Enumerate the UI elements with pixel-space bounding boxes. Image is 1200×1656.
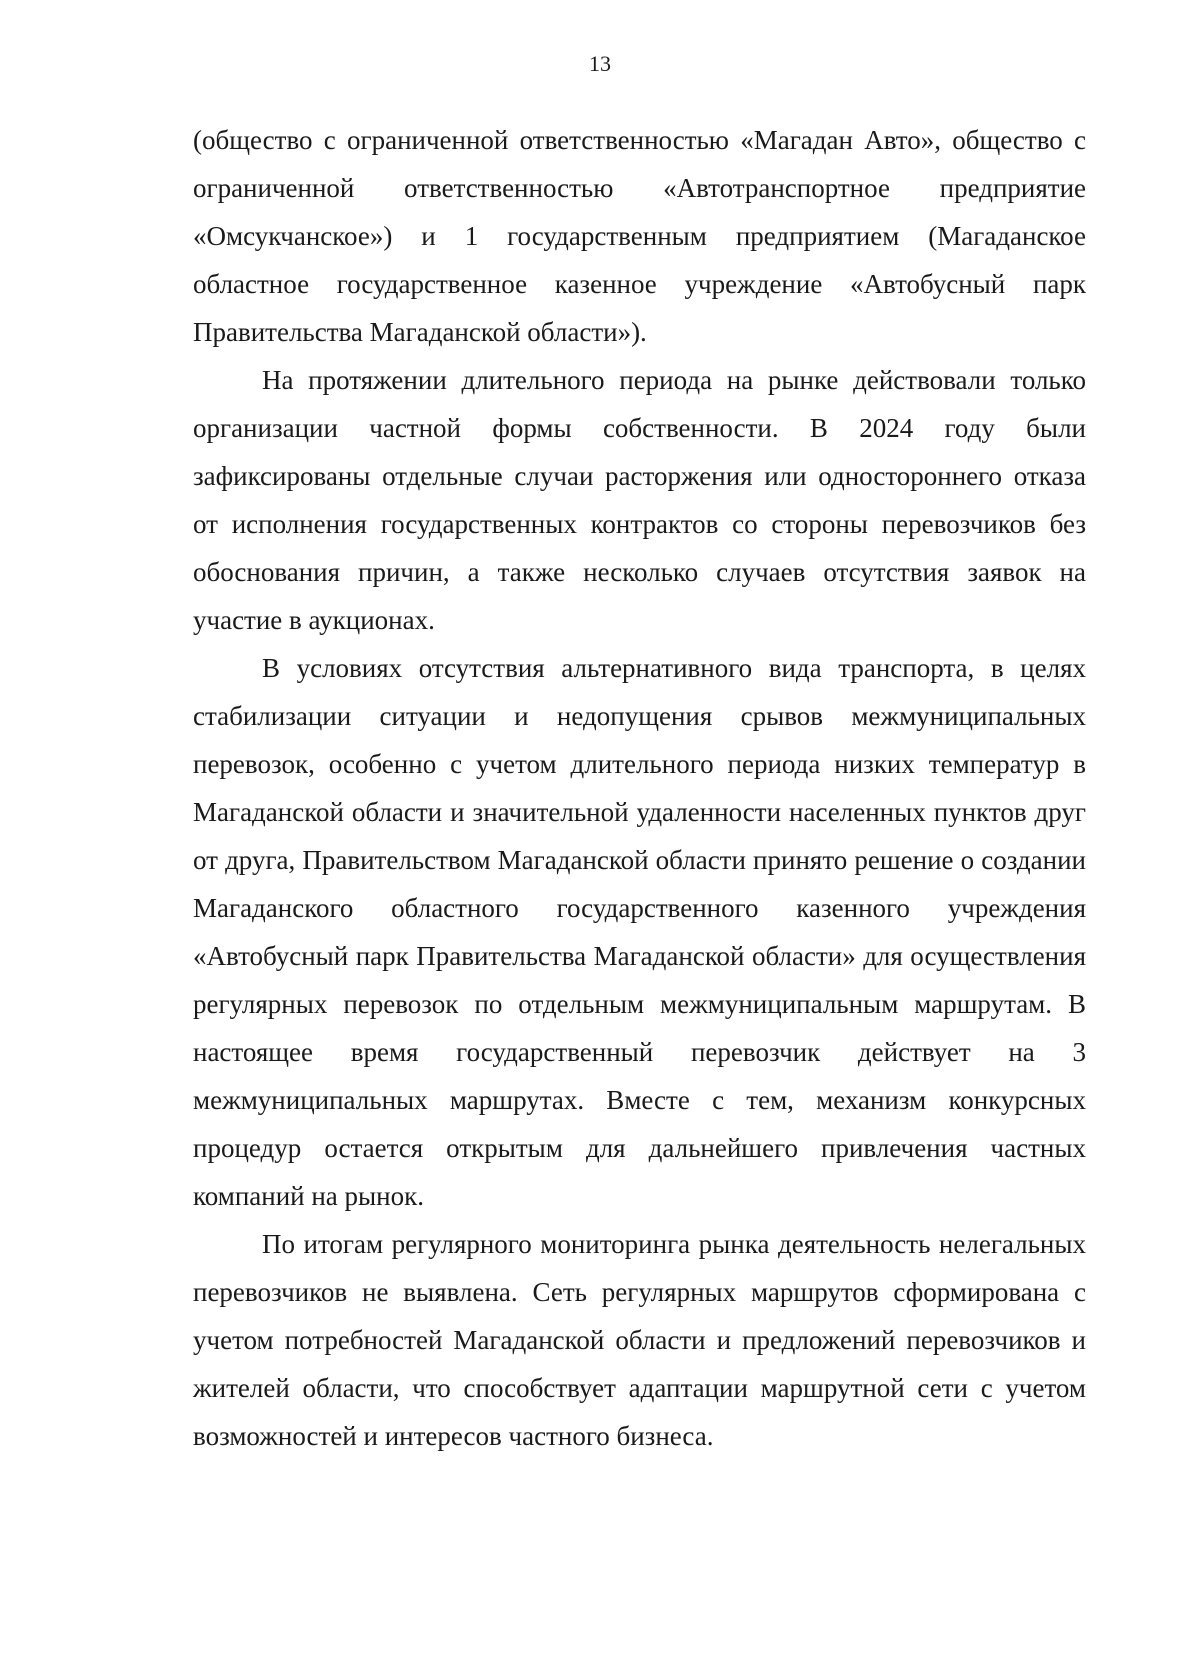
paragraph-continuation: (общество с ограниченной ответственностью «Магадан Авто», общество с ограниченной ответственностью «Автотранспортное предприятие «Омсукчанское») и 1 государственным предприятием (Магаданское областное государственное казенное учреждение «Автобусный парк Правительства Магаданской области»). xyxy=(193,125,1086,347)
page-number: 13 xyxy=(589,51,611,76)
paragraph-monitoring-results: По итогам регулярного мониторинга рынка деятельность нелегальных перевозчиков не выявлена. Сеть регулярных маршрутов сформирована с учетом потребностей Магаданской области и предложений перевозчиков и жителей области, что способствует адаптации маршрутной сети с учетом возможностей и интересов частного бизнеса. xyxy=(193,1229,1086,1451)
paragraph-market-history: На протяжении длительного периода на рынке действовали только организации частной формы собственности. В 2024 году были зафиксированы отдельные случаи расторжения или одностороннего отказа от исполнения государственных контрактов со стороны перевозчиков без обоснования причин, а также несколько случаев отсутствия заявок на участие в аукционах. xyxy=(193,365,1086,635)
paragraph-state-carrier-decision: В условиях отсутствия альтернативного вида транспорта, в целях стабилизации ситуации и недопущения срывов межмуниципальных перевозок, особенно с учетом длительного периода низких температур в Магаданской области и значительной удаленности населенных пунктов друг от друга, Правительством Магаданской области принято решение о создании Магаданского областного государственного казенного учреждения «Автобусный парк Правительства Магаданской области» для осуществления регулярных перевозок по отдельным межмуниципальным маршрутам. В настоящее время государственный перевозчик действует на 3 межмуниципальных маршрутах. Вместе с тем, механизм конкурсных процедур остается открытым для дальнейшего привлечения частных компаний на рынок. xyxy=(193,653,1086,1211)
document-body xyxy=(193,116,1086,1460)
